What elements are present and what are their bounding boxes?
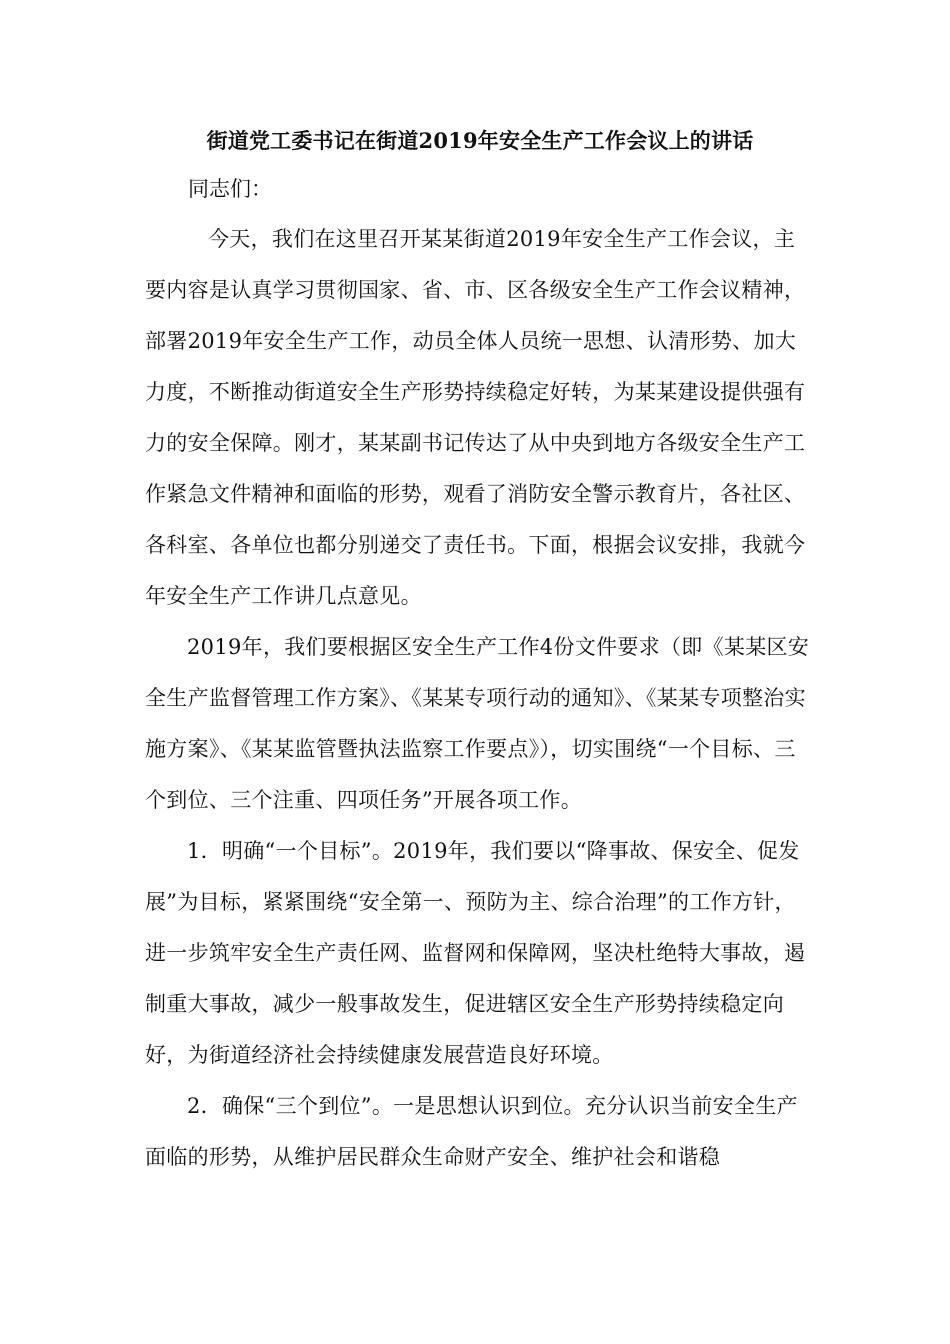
document-body <box>145 214 813 1183</box>
document-title: 街道党工委书记在街道2019年安全生产工作会议上的讲话 <box>206 128 754 153</box>
paragraph-one-goal: 1．明确“一个目标”。2019年，我们要以“降事故、保安全、促发展”为目标，紧紧围绕“安全第一、预防为主、综合治理”的工作方针，进一步筑牢安全生产责任网、监督网和保障网，坚决杜绝特大事故，遏制重大事故，减少一般事故发生，促进辖区安全生产形势持续稳定向好，为街道经济社会持续健康发展营造良好环境。 <box>145 839 806 1067</box>
paragraph-opening: 今天，我们在这里召开某某街道2019年安全生产工作会议，主要内容是认真学习贯彻国家、省、市、区各级安全生产工作会议精神，部署2019年安全生产工作，动员全体人员统一思想、认清形势、加大力度，不断推动街道安全生产形势持续稳定好转，为某某建设提供强有力的安全保障。刚才，某某副书记传达了从中央到地方各级安全生产工作紧急文件精神和面临的形势，观看了消防安全警示教育片，各社区、各科室、各单位也都分别递交了责任书。下面，根据会议安排，我就今年安全生产工作讲几点意见。 <box>145 227 806 608</box>
paragraph-three-in-place: 2．确保“三个到位”。一是思想认识到位。充分认识当前安全生产面临的形势，从维护居民群众生命财产安全、维护社会和谐稳 <box>145 1094 798 1169</box>
paragraph-requirements: 2019年，我们要根据区安全生产工作4份文件要求（即《某某区安全生产监督管理工作方案》、《某某专项行动的通知》、《某某专项整治实施方案》、《某某监管暨执法监察工作要点》），切实围绕“一个目标、三个到位、三个注重、四项任务”开展各项工作。 <box>145 635 810 812</box>
salutation: 同志们： <box>188 177 272 201</box>
